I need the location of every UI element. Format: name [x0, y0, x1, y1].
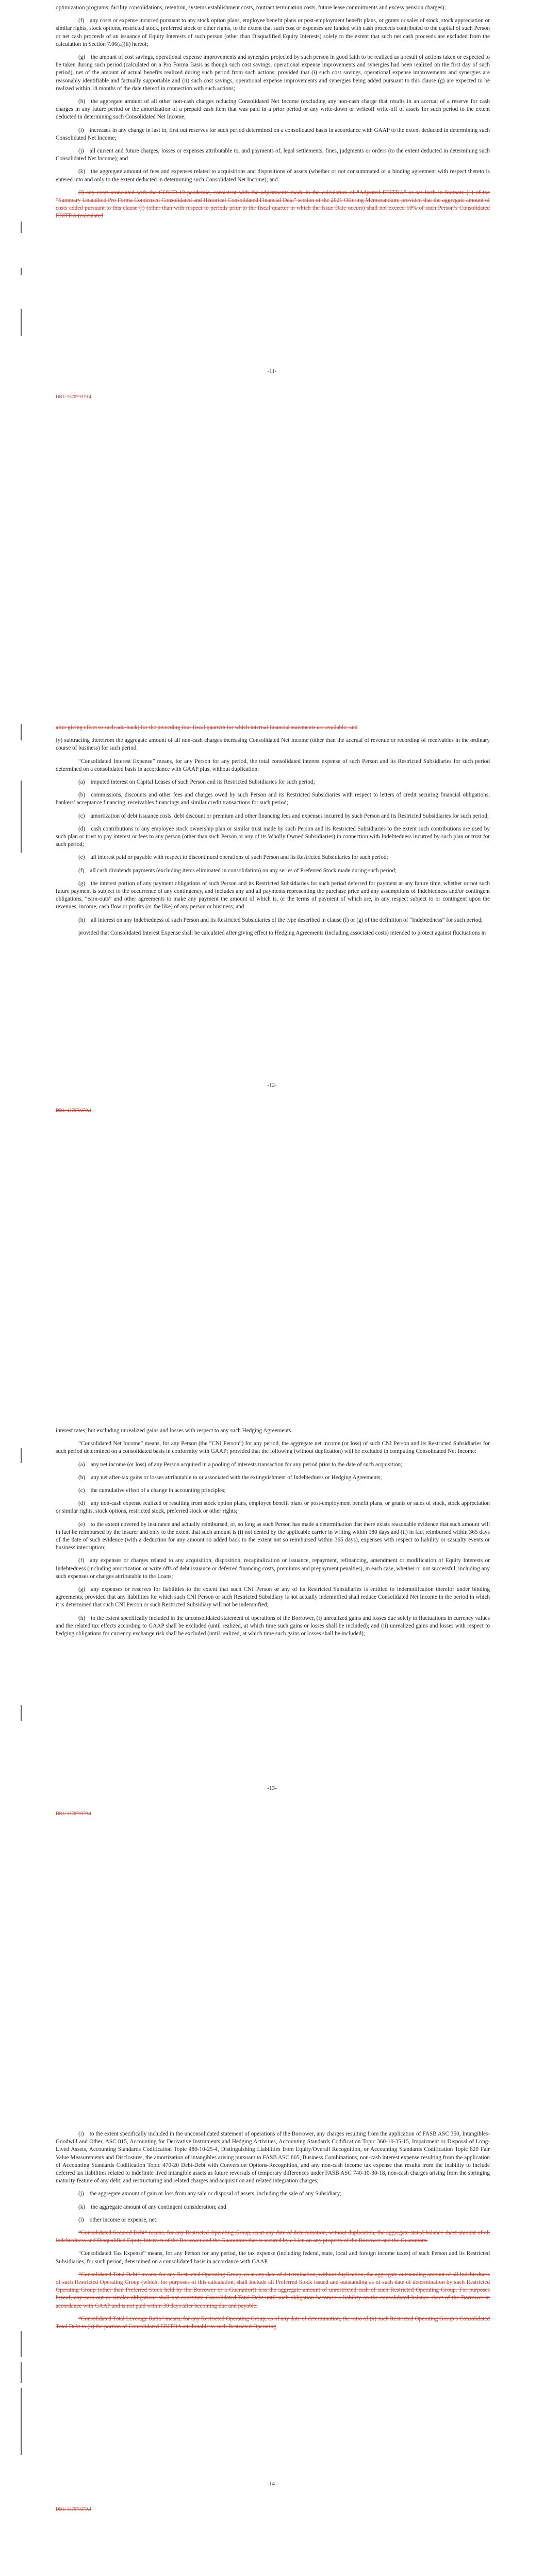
- page-12-body: [56, 724, 490, 942]
- paragraph: (e) all interest paid or payable with respect to discontinued operations of such Person and its Restricted Subsidiaries for such period;: [78, 854, 388, 861]
- paragraph: (d) cash contributions to any employee stock ownership plan or similar trust made by such Person and its Restricted Subsidiaries to the extent such contributions are used by such plan or trust to pay interest or fees to any person (other than such Person or any of its Wholly Owned Subsidiaries) in connection with Indebtedness incurred by such plan or trust for such period;: [56, 825, 490, 848]
- page-number: -14-: [267, 2481, 277, 2487]
- paragraph: (d) any non-cash expense realized or resulting from stock option plans, employee benefit plans or post-employment benefit plans, or grants or sales of stock, stock appreciation or similar rights, stock options, restricted stock, preferred stock or other rights;: [56, 1500, 490, 1515]
- definition-consolidated-interest-expense: “Consolidated Interest Expense” means, for any Person for any period, the total consolidated interest expense of such Person and its Restricted Subsidiaries for such period determined on a consolidated basis in accordance with GAAP plus, without duplication:: [56, 758, 490, 772]
- document-code: DB1/ 137079379.4: [56, 2506, 92, 2512]
- document-code: DB1/ 137079379.4: [56, 1108, 92, 1113]
- page-14-body: [56, 2130, 490, 2336]
- paragraph: (a) imputed interest on Capital Leases of such Person and its Restricted Subsidiaries for such period;: [78, 779, 315, 786]
- paragraph: (f) any costs or expense incurred pursuant to any stock option plans, employee benefit plans or post-employment benefit plans, or grants or sales of stock, stock appreciation or similar rights, stock options, restricted stock, preferred stock or other rights, to the extent that such cost or expenses are funded with cash proceeds contributed to the capital of such Person or net cash proceeds of an issuance of Equity Interests of such person (other than Disqualified Equity Interests) solely to the extent that such net cash proceeds are excluded from the calculation in Section 7.06(a)(ii) hereof;: [56, 18, 490, 47]
- change-bar: [21, 724, 22, 740]
- paragraph: (i) to the extent specifically included in the unconsolidated statement of operations of the Borrower, any charges resulting from the application of FASB ASC 350, Intangibles-Goodwill and Other, ASC 815, Accounting for Derivative Instruments and Hedging Activities, Accounting Standards Codification Topic 360-10-35-15, Impairment or Disposal of Long-Lived Assets, Accounting Standards Codification Topic 480-10-25-4, Distinguishing Liabilities from Equity/Overall Recognition, or Accounting Standards Codification Topic 820 Fair Value Measurements and Disclosures, the amortization of intangibles arising pursuant to FASB ASC 805, Business Combinations, non-cash interest expense resulting from the application of Accounting Standards Codification Topic 470-20 Debt-Debt with Conversion Options-Recognition, and any non-cash income tax expense that results from the inability to include deferred tax liabilities related to indefinite lived intangible assets as future reversals of temporary differences under FASB ASC 740-10-30-18, non-cash charges arising from the springing maturity feature of any debt, and restructuring and related charges and acquisition and related integration charges;: [56, 2131, 490, 2184]
- paragraph: (a) any net income (or loss) of any Person acquired in a pooling of interests transaction for any period prior to the date of such acquisition;: [78, 1461, 403, 1468]
- paragraph: optimization programs, facility consolidations, retention, systems establishment costs, contract termination costs, future lease commitments and excess pension charges);: [56, 5, 446, 11]
- document-page-13: [0, 1406, 544, 2110]
- paragraph: (f) any expenses or charges related to any acquisition, disposition, recapitalization or issuance, repayment, refinancing, amendment or modification of Equity Interests or Indebtedness (including amortization or write offs of debt issuance or deferred financing costs, premiums and prepayment penalties), in each case, whether or not successful, including any such expenses or charges attributable to the Loans;: [56, 1557, 490, 1580]
- paragraph: (f) all cash dividends payments (excluding items eliminated in consolidation) on any series of Preferred Stock made during such period;: [78, 867, 397, 874]
- paragraph: (i) increases in any change in last in, first out reserves for such period determined on a consolidated basis in accordance with GAAP to the extent deducted in determining such Consolidated Net Income;: [56, 127, 490, 141]
- document-code: DB1/ 137079379.4: [56, 394, 92, 399]
- paragraph: (h) to the extent specifically included in the unconsolidated statement of operations of the Borrower, (i) unrealized gains and losses due solely to fluctuations in currency values and the related tax effects according to GAAP shall be excluded (until realized, at which time such gains or losses shall be included); and (ii) unrealized gains and losses with respect to hedging obligations for currency exchange risk shall be excluded (until realized, at which time such gains or losses shall be included);: [56, 1615, 490, 1637]
- change-bar: [21, 781, 22, 853]
- change-bar: [21, 2388, 22, 2455]
- paragraph: provided that Consolidated Interest Expense shall be calculated after giving effect to Hedging Agreements (including associated costs) intended to protect against fluctuations in: [78, 929, 486, 936]
- deleted-definition-consolidated-total-debt: “Consolidated Total Debt” means, for any Restricted Operating Group, as at any date of determination, without duplication, the aggregate outstanding amount of all Indebtedness of such Restricted Operating Group (which, for purposes of this calculation, shall include all Preferred Stock issued and outstanding as of such date of determination by such Restricted Operating Group (other than Preferred Stock held by the Borrower or a Guarantor)) less the aggregate amount of unrestricted cash of such Restricted Operating Group. For purposes hereof, any earn-out or similar obligations shall not constitute Consolidated Total Debt until such obligation becomes a liability on the consolidated balance sheet of the Borrower in accordance with GAAP and is not paid within 30 days after becoming due and payable.: [56, 2271, 490, 2309]
- paragraph: (h) the aggregate amount of all other non-cash charges reducing Consolidated Net Income (excluding any non-cash charge that results in an accrual of a reserve for cash charges in any future period or the amortization of a prepaid cash item that was paid in a prior period or any write-down or writeoff write-off of assets for such period to the extent deducted in determining such Consolidated Net Income;: [56, 98, 490, 121]
- deleted-paragraph: (l) any costs associated with the COVID-19 pandemic, consistent with the adjustments made in the calculation of “Adjusted EBITDA” as set forth in footnote (1) of the “Summary Unaudited Pro Forma Condensed Consolidated and Historical Consolidated Financial Data” section of the 2021 Offering Memorandum; provided that the aggregate amount of costs added pursuant to this clause (l) (other than with respect to periods prior to the fiscal quarter in which the Issue Date occurs) shall not exceed 10% of such Person’s Consolidated EBITDA (calculated: [56, 189, 490, 219]
- deleted-definition-consolidated-secured-debt: “Consolidated Secured Debt” means, for any Restricted Operating Group, as at any date of determination, without duplication, the aggregate stated balance sheet amount of all Indebtedness and Disqualified Equity Interests of the Borrower and the Guarantors that is secured by a Lien on any property of the Borrower and the Guarantors.: [56, 2230, 490, 2244]
- paragraph: (g) the interest portion of any payment obligations of such Person and its Restricted Subsidiaries for such period deferred for payment at any future time, whether or not such future payment is subject to the occurrence of any contingency, and includes any and all payments representing the purchase price and any assumptions of Indebtedness and/or contingent obligations, “earn-outs” and other agreements to make any payment the amount of which is, or the terms of payment of which are, in any respect subject to or contingent upon the revenues, income, cash flow or profits (or the like) of any person or business; and: [56, 880, 490, 910]
- change-bar: [21, 309, 22, 336]
- paragraph: (l) other income or expense, net.: [78, 2216, 158, 2223]
- definition-consolidated-net-income: “Consolidated Net Income” means, for any Person (the “CNI Person”) for any period, the aggregate net income (or loss) of such CNI Person and its Restricted Subsidiaries for such period determined on a consolidated basis in conformity with GAAP; provided that the following (without duplication) will be excluded in computing Consolidated Net Income:: [56, 1440, 490, 1455]
- page-number: -12-: [267, 1082, 277, 1088]
- paragraph: (y) subtracting therefrom the aggregate amount of all non-cash charges increasing Consolidated Net Income (other than the accrual of revenue or recording of receivables in the ordinary course of business) for such period.: [56, 737, 490, 752]
- paragraph: (b) any net after-tax gains or losses attributable to or associated with the extinguishment of Indebtedness or Hedging Agreements;: [78, 1474, 382, 1481]
- paragraph: (e) to the extent covered by insurance and actually reimbursed, or, so long as such Person has made a determination that there exists reasonable evidence that such amount will in fact be reimbursed by the insurer and only to the extent that such amount is (i) not denied by the applicable carrier in writing within 180 days and (ii) in fact reimbursed within 365 days of the date of such evidence (with a deduction for any amount so added back to the extent not so reimbursed within 365 days), expenses with respect to liability or casualty events or business interruption;: [56, 1521, 490, 1551]
- change-bar: [21, 2362, 22, 2383]
- paragraph: (j) the aggregate amount of gain or loss from any sale or disposal of assets, including the sale of any Subsidiary;: [78, 2191, 342, 2197]
- paragraph: (k) the aggregate amount of any contingent consideration; and: [78, 2204, 226, 2210]
- paragraph: (h) all interest on any Indebtedness of such Person and its Restricted Subsidiaries of the type described in clause (f) or (g) of the definition of “Indebtedness” for such period;: [78, 917, 483, 923]
- paragraph: (c) the cumulative effect of a change in accounting principles;: [78, 1487, 226, 1494]
- page-number: -13-: [267, 1785, 277, 1791]
- change-bar: [21, 268, 22, 275]
- paragraph: (g) the amount of cost savings, operational expense improvements and synergies projected by such person in good faith to be realized as a result of actions taken or expected to be taken during such period (calculated on a Pro Forma Basis as though such cost savings, operational expense improvements and synergies had been realized on the first day of such period), net of the amount of actual benefits realized during such period from such actions; provided that (i) such cost savings, operational expense improvements and synergies are reasonably identifiable and factually supportable and (ii) such cost savings, operational expense improvements and synergies being added pursuant to this clause (g) are expected to be realized within 18 months of the date thereof in connection with such actions;: [56, 54, 490, 92]
- paragraph: (j) all current and future charges, losses or expenses attributable to, and payments of, legal settlements, fines, judgments or orders (to the extent deducted in determining such Consolidated Net Income); and: [56, 148, 490, 162]
- deleted-paragraph: after giving effect to such add-back) for the preceding four fiscal quarters for which internal financial statements are available; and: [56, 724, 358, 731]
- document-page-11: [0, 0, 544, 703]
- paragraph: interest rates, but excluding unrealized gains and losses with respect to any such Hedging Agreements.: [56, 1428, 293, 1434]
- deleted-definition-consolidated-total-leverage-ratio: “Consolidated Total Leverage Ratio” means, for any Restricted Operating Group, as of any date of determination, the ratio of (x) such Restricted Operating Group’s Consolidated Total Debt to (b) the portion of Consolidated EBITDA attributable to such Restricted Operating: [56, 2315, 490, 2330]
- document-code: DB1/ 137079379.4: [56, 1811, 92, 1816]
- page-13-body: [56, 1427, 490, 1643]
- paragraph: (k) the aggregate amount of fees and expenses related to acquisitions and dispositions of assets (whether or not consummated or a binding agreement with respect thereto is entered into and only to the extent deducted in determining such Consolidated Net Income); and: [56, 168, 490, 183]
- paragraph: (c) amortization of debt issuance costs, debt discount or premium and other financing fees and expenses incurred by such Person and its Restricted Subsidiaries for such period;: [78, 812, 489, 819]
- change-bar: [21, 1448, 22, 1463]
- definition-consolidated-tax-expense: “Consolidated Tax Expense” means, for any Person for any period, the tax expense (including federal, state, local and foreign income taxes) of such Person and its Restricted Subsidiaries, for such period, determined on a consolidated basis in accordance with GAAP.: [56, 2250, 490, 2265]
- page-11-body: [56, 4, 490, 226]
- paragraph: (b) commissions, discounts and other fees and charges owed by such Person and its Restricted Subsidiaries with respect to letters of credit securing financial obligations, bankers’ acceptance financing, receivables financings and similar credit transactions for such period;: [56, 792, 490, 806]
- page-number: -11-: [267, 368, 277, 375]
- document-page-12: [0, 703, 544, 1406]
- paragraph: (g) any expenses or reserves for liabilities to the extent that such CNI Person or any of its Restricted Subsidiaries is entitled to indemnification therefor under binding agreements; provided that any liabilities for which such CNI Person or such Restricted Subsidiary is not actually indemnified shall reduce Consolidated Net Income in the period in which it is determined that such CNI Person or such Restricted Subsidiary will not be indemnified;: [56, 1586, 490, 1608]
- change-bar: [21, 2331, 22, 2357]
- change-bar: [21, 222, 22, 233]
- change-bar: [21, 1705, 22, 1721]
- document-page-14: [0, 2110, 544, 2576]
